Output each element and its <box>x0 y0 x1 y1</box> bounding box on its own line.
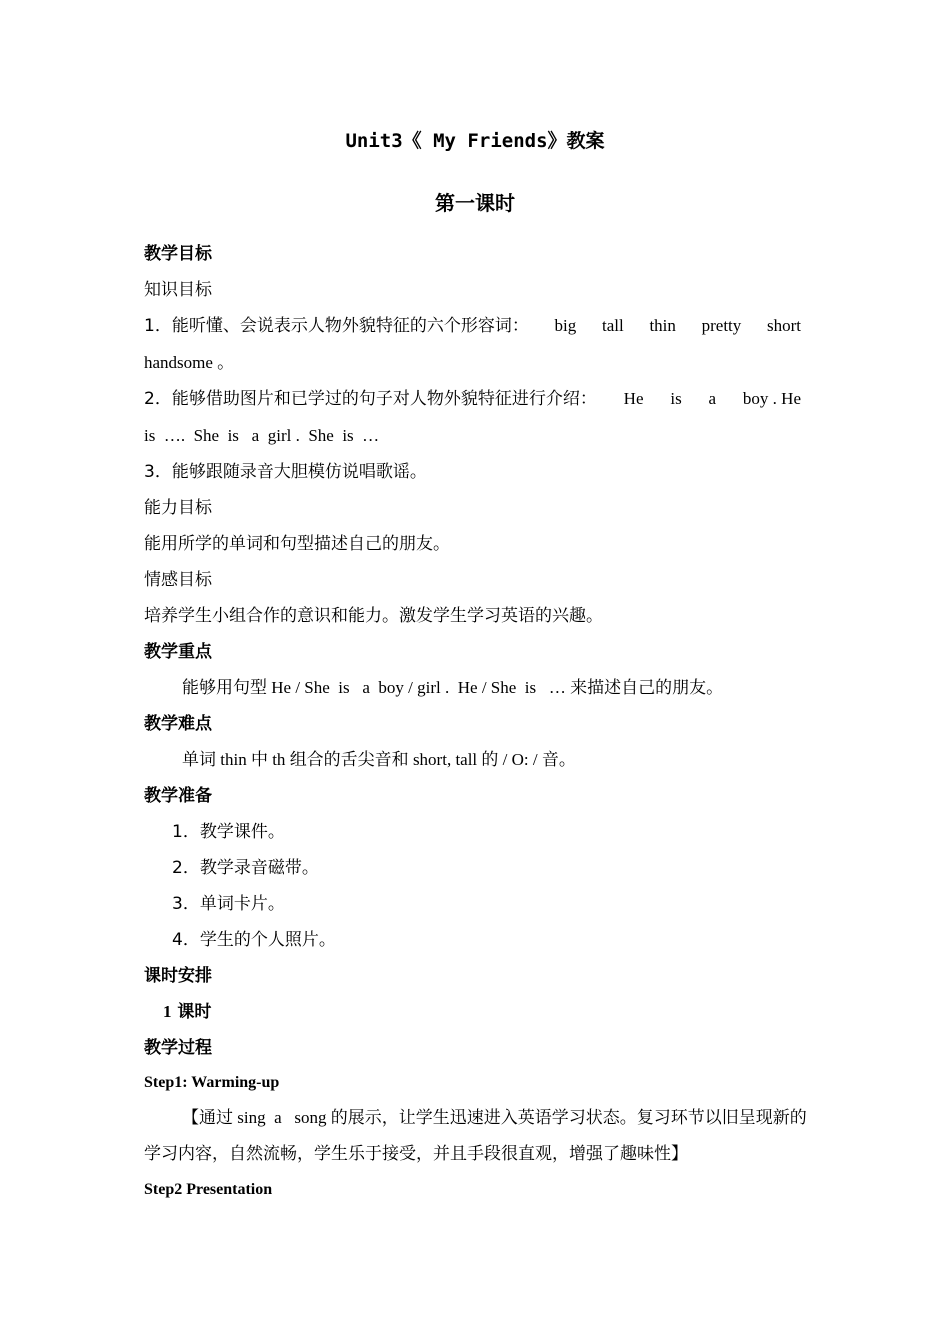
adjective-big: big <box>554 316 577 335</box>
sentence-word-a: a <box>708 389 717 408</box>
teaching-focus-text <box>182 676 723 700</box>
schedule-unit: 课时 <box>177 1002 212 1022</box>
focus-sentence-pattern: He / She is a boy / girl . He / She is … <box>267 678 571 697</box>
step-1-note-rest: 的展示，让学生迅速进入英语学习状态。复习环节以旧呈现新的 <box>330 1108 807 1128</box>
heading-teaching-difficulty: 教学难点 <box>144 714 212 734</box>
step-1-heading: Step1: Warming-up <box>144 1074 280 1091</box>
teaching-difficulty-text <box>182 748 576 772</box>
difficulty-word-short-tall: short, tall <box>408 750 482 769</box>
focus-text-suffix: 来描述自己的朋友。 <box>570 678 724 698</box>
heading-teaching-preparation: 教学准备 <box>144 786 212 806</box>
prep-item: 1．教学课件。 <box>172 822 285 842</box>
lesson-schedule-value <box>163 1000 211 1024</box>
heading-teaching-goals: 教学目标 <box>144 244 212 264</box>
step-2-heading: Step2 Presentation <box>144 1181 273 1198</box>
difficulty-part-2: 中 <box>250 750 268 770</box>
subheading-ability-goals: 能力目标 <box>144 498 212 518</box>
knowledge-item-2-line-2: is …. She is a girl . She is … <box>144 426 380 445</box>
focus-text-prefix: 能够用句型 <box>182 678 267 698</box>
difficulty-part-4: 的 <box>481 750 499 770</box>
difficulty-phonetic: / O: / <box>498 750 542 769</box>
adjective-tall: tall <box>602 316 624 335</box>
document-title: Unit3《 My Friends》教案 <box>345 130 605 152</box>
difficulty-part-1: 单词 <box>182 750 216 770</box>
lesson-subtitle: 第一课时 <box>435 191 515 215</box>
prep-item: 4．学生的个人照片。 <box>172 930 336 950</box>
heading-teaching-focus: 教学重点 <box>144 642 212 662</box>
sentence-word-boy: boy . He <box>742 389 801 408</box>
knowledge-item-3: 3．能够跟随录音大胆模仿说唱歌谣。 <box>144 462 427 482</box>
adjective-short: short <box>766 316 801 335</box>
adjective-pretty: pretty <box>701 316 742 335</box>
difficulty-part-3: 组合的舌尖音和 <box>289 750 409 770</box>
emotion-goal-text: 培养学生小组合作的意识和能力。激发学生学习英语的兴趣。 <box>144 606 603 626</box>
difficulty-part-5: 音。 <box>541 750 576 770</box>
knowledge-item-2-text: 2．能够借助图片和已学过的句子对人物外貌特征进行介绍： <box>144 389 597 409</box>
sentence-word-he: He <box>623 389 644 408</box>
knowledge-item-1-line-1 <box>144 314 801 338</box>
heading-teaching-process: 教学过程 <box>144 1038 212 1058</box>
ability-goal-text: 能用所学的单词和句型描述自己的朋友。 <box>144 534 450 554</box>
sentence-word-is: is <box>670 389 682 408</box>
step-1-note-open: 【通过 <box>182 1108 233 1128</box>
prep-item: 3．单词卡片。 <box>172 894 285 914</box>
heading-lesson-schedule: 课时安排 <box>144 966 212 986</box>
prep-item: 2．教学录音磁带。 <box>172 858 319 878</box>
step-1-note-line-1 <box>182 1106 807 1130</box>
knowledge-item-1-line-2: handsome 。 <box>144 353 235 372</box>
knowledge-item-2-line-1 <box>144 387 801 411</box>
difficulty-word-th: th <box>267 750 290 769</box>
step-1-note-line-2: 学习内容，自然流畅，学生乐于接受，并且手段很直观，增强了趣味性】 <box>144 1144 688 1164</box>
step-1-note-song: sing a song <box>233 1108 331 1127</box>
knowledge-item-1-text: 1．能听懂、会说表示人物外貌特征的六个形容词： <box>144 316 529 336</box>
adjective-thin: thin <box>649 316 676 335</box>
schedule-number: 1 <box>163 1002 172 1021</box>
subheading-knowledge-goals: 知识目标 <box>144 280 212 300</box>
subheading-emotion-goals: 情感目标 <box>144 570 212 590</box>
difficulty-word-thin: thin <box>216 750 251 769</box>
